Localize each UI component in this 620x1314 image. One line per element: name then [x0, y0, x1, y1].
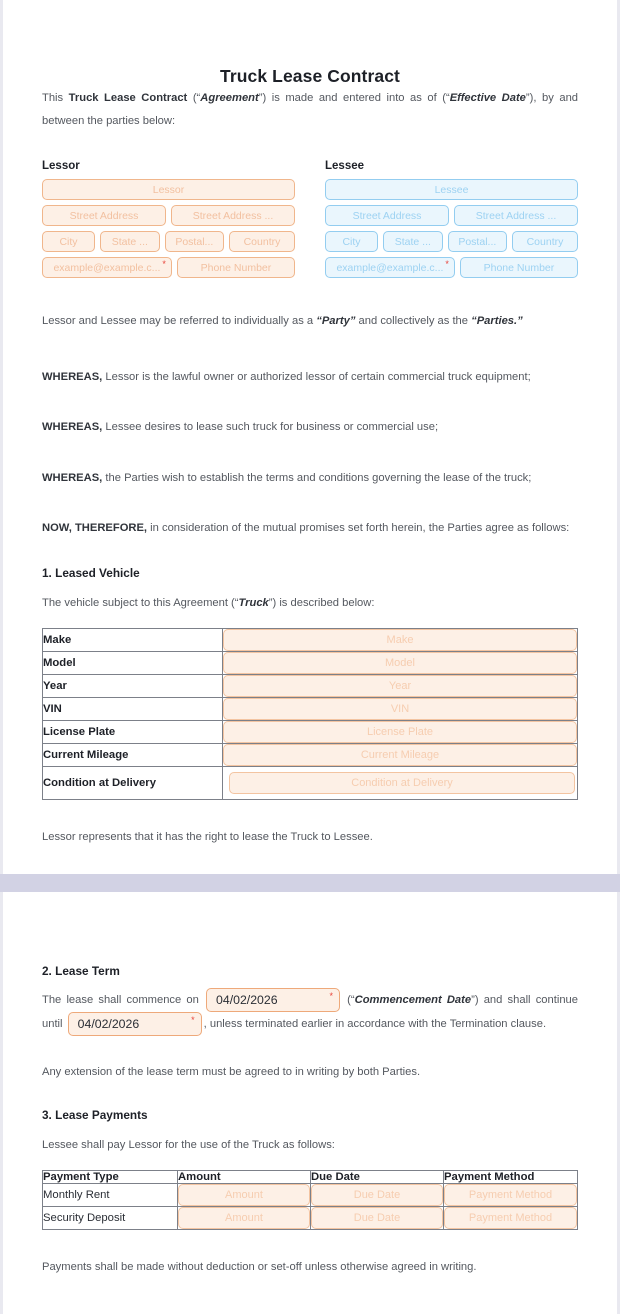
vehicle-cell-year	[223, 675, 578, 698]
vehicle-label-make: Make	[43, 629, 223, 652]
vehicle-input-condition-at-delivery[interactable]: Condition at Delivery	[229, 772, 575, 794]
section-2-text-d: , unless terminated earlier in accordance with the Termination clause.	[203, 1017, 547, 1030]
end-date-value: 04/02/2026	[77, 1016, 140, 1031]
party-ref-parties-term: “Parties.”	[471, 315, 523, 327]
table-row	[43, 1207, 578, 1230]
lessee-email-required-asterisk: *	[445, 259, 449, 269]
vehicle-cell-vin	[223, 698, 578, 721]
vehicle-cell-condition-at-delivery	[223, 767, 578, 800]
table-row	[43, 744, 578, 767]
lessee-locality-row	[325, 231, 578, 252]
table-row	[43, 1184, 578, 1207]
whereas-paragraph-2	[42, 416, 578, 439]
lessor-email-input[interactable]	[42, 257, 172, 278]
lease-payments-table	[42, 1170, 578, 1230]
whereas-paragraph-3	[42, 467, 578, 490]
vehicle-label-model: Model	[43, 652, 223, 675]
lessee-email-placeholder: example@example.c...	[336, 261, 444, 274]
payments-input-security-deposit-amount[interactable]: Amount	[178, 1207, 310, 1229]
section-2-paragraph	[42, 988, 578, 1036]
section-1-truck-term: Truck	[238, 596, 269, 609]
lessor-locality-row	[42, 231, 295, 252]
lessor-email-placeholder: example@example.c...	[53, 261, 161, 274]
payments-header-amount: Amount	[178, 1171, 311, 1184]
payments-cell-security-deposit-due-date	[311, 1207, 444, 1230]
lessor-email-required-asterisk: *	[162, 259, 166, 269]
payments-input-security-deposit-due-date[interactable]: Due Date	[311, 1207, 443, 1229]
vehicle-label-license-plate: License Plate	[43, 721, 223, 744]
lessee-city-input[interactable]: City	[325, 231, 378, 252]
payments-input-security-deposit-method[interactable]: Payment Method	[444, 1207, 577, 1229]
section-1-footer: Lessor represents that it has the right to lease the Truck to Lessee.	[42, 831, 373, 843]
section-1-heading: 1. Leased Vehicle	[42, 565, 140, 580]
table-row	[43, 767, 578, 800]
vehicle-input-license-plate[interactable]: License Plate	[223, 721, 577, 743]
lessor-country-input[interactable]: Country	[229, 231, 295, 252]
section-2-text-c: ”) and shall continue until	[42, 993, 579, 1030]
lessee-postal-input[interactable]: Postal...	[448, 231, 507, 252]
whereas-text-1: Lessor is the lawful owner or authorized lessor of certain commercial truck equipment;	[102, 370, 531, 383]
document-page-1	[3, 0, 617, 874]
section-3-lead: Lessee shall pay Lessor for the use of the Truck as follows:	[42, 1138, 335, 1151]
end-date-input[interactable]	[68, 1012, 202, 1036]
vehicle-cell-current-mileage	[223, 744, 578, 767]
vehicle-input-vin[interactable]: VIN	[223, 698, 577, 720]
payments-input-monthly-rent-method[interactable]: Payment Method	[444, 1184, 577, 1206]
lessor-postal-input[interactable]: Postal...	[165, 231, 224, 252]
payments-input-monthly-rent-due-date[interactable]: Due Date	[311, 1184, 443, 1206]
intro-effective-date-term: Effective Date	[449, 92, 526, 104]
section-2-text-b: (“	[342, 993, 355, 1006]
lessee-state-input[interactable]: State ...	[383, 231, 443, 252]
party-ref-c: and collectively as the	[355, 315, 472, 327]
lessor-column	[42, 160, 295, 283]
payments-header-due-date: Due Date	[311, 1171, 444, 1184]
lessor-phone-input[interactable]: Phone Number	[177, 257, 295, 278]
vehicle-label-condition-at-delivery: Condition at Delivery	[43, 767, 223, 800]
lessor-street1-input[interactable]: Street Address	[42, 205, 166, 226]
vehicle-input-make[interactable]: Make	[223, 629, 577, 651]
payments-input-monthly-rent-amount[interactable]: Amount	[178, 1184, 310, 1206]
vehicle-cell-model	[223, 652, 578, 675]
intro-paragraph	[42, 87, 578, 132]
payments-cell-monthly-rent-amount	[178, 1184, 311, 1207]
payments-cell-security-deposit-amount	[178, 1207, 311, 1230]
intro-text-c: (“	[187, 92, 201, 104]
page-title: Truck Lease Contract	[220, 66, 400, 86]
parties-section	[42, 160, 578, 283]
commencement-date-input[interactable]	[206, 988, 340, 1012]
payments-label-monthly-rent: Monthly Rent	[43, 1184, 178, 1207]
vehicle-cell-license-plate	[223, 721, 578, 744]
vehicle-input-year[interactable]: Year	[223, 675, 577, 697]
table-header-row	[43, 1171, 578, 1184]
party-ref-a: Lessor and Lessee may be referred to individually as a	[42, 315, 317, 327]
section-1-lead	[42, 592, 578, 615]
vehicle-cell-make	[223, 629, 578, 652]
section-3-footer: Payments shall be made without deduction or set-off unless otherwise agreed in writing.	[42, 1261, 477, 1273]
lessee-heading: Lessee	[325, 160, 365, 172]
lessor-heading: Lessor	[42, 160, 80, 172]
lessee-phone-input[interactable]: Phone Number	[460, 257, 578, 278]
lessor-name-input[interactable]: Lessor	[42, 179, 295, 200]
now-therefore-label: NOW, THEREFORE,	[42, 522, 148, 534]
now-therefore-paragraph	[42, 517, 578, 540]
section-2-heading: 2. Lease Term	[42, 964, 120, 978]
whereas-label-2: WHEREAS,	[42, 421, 103, 433]
whereas-label-3: WHEREAS,	[42, 471, 103, 484]
lessor-contact-row	[42, 257, 295, 278]
lessor-street-row	[42, 205, 295, 226]
section-3-heading: 3. Lease Payments	[42, 1107, 148, 1122]
commencement-date-term: Commencement Date	[354, 993, 472, 1006]
lessee-column	[325, 160, 578, 283]
table-row	[43, 629, 578, 652]
whereas-label-1: WHEREAS,	[42, 370, 103, 383]
document-page-2	[3, 892, 617, 1314]
commencement-date-value: 04/02/2026	[216, 992, 278, 1007]
table-row	[43, 675, 578, 698]
payments-cell-monthly-rent-due-date	[311, 1184, 444, 1207]
intro-contract-name: Truck Lease Contract	[68, 92, 188, 104]
lessee-street-row	[325, 205, 578, 226]
party-reference-paragraph	[42, 310, 578, 333]
lessee-contact-row	[325, 257, 578, 278]
section-1-lead-a: The vehicle subject to this Agreement (“	[42, 596, 239, 609]
commencement-date-required-asterisk: *	[329, 991, 334, 1001]
payments-cell-monthly-rent-method	[444, 1184, 578, 1207]
table-row	[43, 698, 578, 721]
lessor-name-row	[42, 179, 295, 200]
intro-text-a: This	[42, 92, 69, 104]
vehicle-label-year: Year	[43, 675, 223, 698]
vehicle-label-current-mileage: Current Mileage	[43, 744, 223, 767]
payments-header-payment-method: Payment Method	[444, 1171, 578, 1184]
lessor-city-input[interactable]: City	[42, 231, 95, 252]
intro-text-e: ”) is made and entered into as of (“	[258, 92, 450, 104]
section-2-text-a: The lease shall commence on	[42, 993, 205, 1006]
table-row	[43, 721, 578, 744]
table-row	[43, 652, 578, 675]
whereas-paragraph-1	[42, 366, 578, 389]
lessee-email-input[interactable]	[325, 257, 455, 278]
section-2-extension-note: Any extension of the lease term must be agreed to in writing by both Parties.	[42, 1066, 421, 1078]
lessee-street2-input[interactable]: Street Address ...	[454, 205, 578, 226]
lessor-state-input[interactable]: State ...	[100, 231, 160, 252]
party-ref-party-term: “Party”	[316, 315, 356, 327]
leased-vehicle-table	[42, 628, 578, 800]
section-1-lead-c: ”) is described below:	[268, 596, 375, 609]
whereas-text-3: the Parties wish to establish the terms and conditions governing the lease of the truck;	[102, 471, 532, 484]
payments-header-payment-type: Payment Type	[43, 1171, 178, 1184]
lessee-name-input[interactable]: Lessee	[325, 179, 578, 200]
end-date-required-asterisk: *	[191, 1015, 195, 1025]
vehicle-label-vin: VIN	[43, 698, 223, 721]
vehicle-input-current-mileage[interactable]: Current Mileage	[223, 744, 577, 766]
page-break-divider	[0, 874, 620, 892]
lessee-country-input[interactable]: Country	[512, 231, 578, 252]
lessor-street2-input[interactable]: Street Address ...	[171, 205, 295, 226]
vehicle-input-model[interactable]: Model	[223, 652, 577, 674]
now-therefore-text: in consideration of the mutual promises set forth herein, the Parties agree as follows:	[147, 522, 570, 534]
lessee-street1-input[interactable]: Street Address	[325, 205, 449, 226]
lessee-name-row	[325, 179, 578, 200]
payments-cell-security-deposit-method	[444, 1207, 578, 1230]
intro-agreement-term: Agreement	[200, 92, 259, 104]
intro-text-g: ”), by and between the parties below:	[42, 92, 579, 127]
payments-label-security-deposit: Security Deposit	[43, 1207, 178, 1230]
whereas-text-2: Lessee desires to lease such truck for business or commercial use;	[102, 421, 439, 433]
